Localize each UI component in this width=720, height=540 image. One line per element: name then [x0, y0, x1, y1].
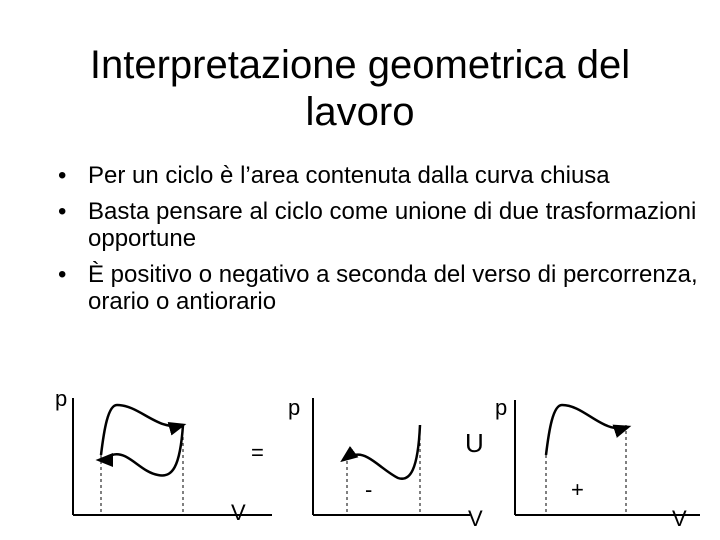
middle-curve	[343, 425, 420, 479]
plus-sign: +	[571, 477, 584, 502]
title-line-2: lavoro	[305, 90, 415, 134]
bullet-text: È positivo o negativo a seconda del verso di percorrenza, orario o antiorario	[88, 261, 698, 315]
bullet-text: Per un ciclo è l’area contenuta dalla curva chiusa	[88, 162, 610, 189]
right-diagram	[515, 400, 700, 515]
bullet-marker: •	[58, 162, 67, 189]
right-x-axis-label: V	[672, 506, 687, 531]
bullet-marker: •	[58, 198, 67, 225]
left-x-axis-label: V	[231, 500, 246, 525]
middle-diagram	[313, 398, 470, 515]
left-lower-curve	[99, 425, 183, 475]
equals-sign: =	[251, 440, 264, 465]
left-cycle-diagram	[73, 398, 272, 515]
minus-sign: -	[365, 477, 373, 502]
middle-y-axis-label: p	[288, 395, 301, 420]
left-y-axis-label: p	[55, 386, 68, 411]
title-line-1: Interpretazione geometrica del	[89, 43, 631, 87]
u-label: U	[465, 428, 484, 458]
middle-x-axis-label: V	[468, 506, 483, 531]
left-upper-curve	[101, 405, 183, 455]
bullet-text: Basta pensare al ciclo come unione di due trasformazioni opportune	[88, 198, 697, 252]
right-curve	[546, 405, 628, 455]
bullet-marker: •	[58, 261, 67, 288]
right-y-axis-label: p	[495, 395, 508, 420]
